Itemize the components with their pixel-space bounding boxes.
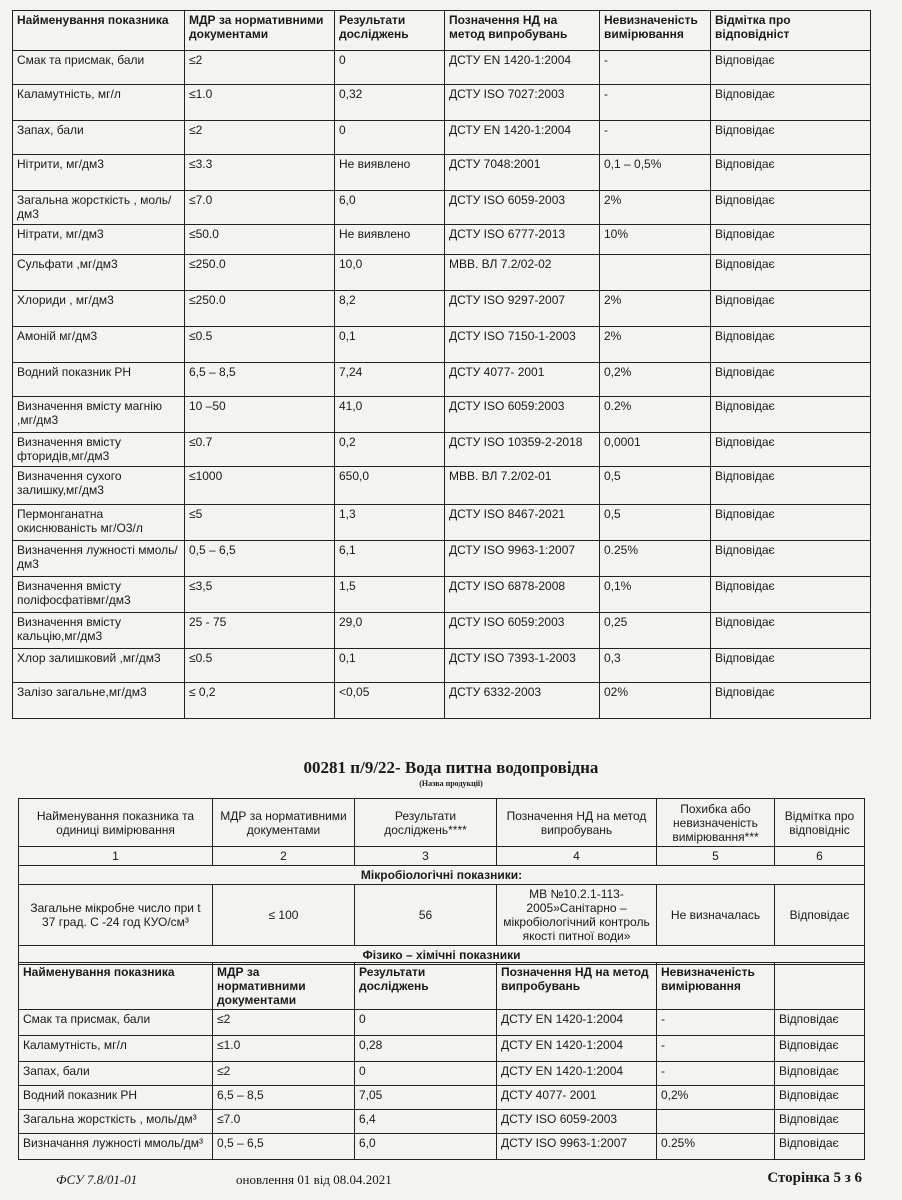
cell: Нітрати, мг/дм3 [13,225,185,255]
cell: ≤0.7 [185,433,335,467]
table-row [13,505,871,541]
cell: ДСТУ EN 1420-1:2004 [497,1036,657,1062]
cell: ≤0.5 [185,649,335,683]
col-header: МДР за нормативними документами [213,963,355,1010]
cell: 0,32 [335,85,445,121]
cell: Відповідає [775,1036,865,1062]
cell: ДСТУ ISO 6878-2008 [445,577,600,613]
cell: 0,5 – 6,5 [185,541,335,577]
cell: ДСТУ 6332-2003 [445,683,600,719]
col-header: Найменування показника [13,11,185,51]
col-header: Результати досліджень [335,11,445,51]
cell: Визначення вмісту поліфосфатівмг/дм3 [13,577,185,613]
col-header [775,963,865,1010]
cell: Відповідає [775,1110,865,1134]
cell: Відповідає [711,577,871,613]
table-row [13,51,871,85]
cell: - [600,121,711,155]
cell: ДСТУ EN 1420-1:2004 [497,1010,657,1036]
table-row [13,363,871,397]
col-number: 3 [355,847,497,866]
col-header-name: Найменування показника та одиниці вимірювання [19,799,213,847]
cell: 6,5 – 8,5 [213,1086,355,1110]
cell: - [657,1062,775,1086]
cell: Водний показник РН [13,363,185,397]
cell: ДСТУ EN 1420-1:2004 [445,51,600,85]
cell: 10% [600,225,711,255]
cell: ≤3.3 [185,155,335,191]
table-row [13,121,871,155]
cell: 0 [335,121,445,155]
cell: Сульфати ,мг/дм3 [13,255,185,291]
section-microbiology: Мікробіологічні показники: [19,866,865,885]
cell: ≤2 [185,51,335,85]
cell: ≤ 100 [213,885,355,946]
cell: ДСТУ ISO 7393-1-2003 [445,649,600,683]
cell: Загальне мікробне число при t 37 град. С -24 год КУО/см³ [19,885,213,946]
footer-form-code: ФСУ 7.8/01-01 [56,1172,138,1187]
cell: Відповідає [775,1086,865,1110]
table-row [13,155,871,191]
cell: ≤3,5 [185,577,335,613]
cell: Відповідає [775,885,865,946]
table-row [19,1134,865,1160]
cell: ДСТУ ISO 9963-1:2007 [497,1134,657,1160]
cell: Не виявлено [335,155,445,191]
cell: ДСТУ ISO 6777-2013 [445,225,600,255]
product-title: 00281 п/9/22- Вода питна водопровідна [303,758,599,777]
cell: Відповідає [711,613,871,649]
cell: ДСТУ ISO 10359-2-2018 [445,433,600,467]
table-row [13,397,871,433]
cell: 0,5 – 6,5 [213,1134,355,1160]
col-number: 4 [497,847,657,866]
table-row [13,255,871,291]
table-row [13,191,871,225]
cell: Загальна жорсткість , моль/дм³ [19,1110,213,1134]
cell: Хлориди , мг/дм3 [13,291,185,327]
cell: 25 - 75 [185,613,335,649]
cell: ДСТУ 4077- 2001 [497,1086,657,1110]
col-header: Результати досліджень [355,963,497,1010]
cell: ≤50.0 [185,225,335,255]
cell: ДСТУ 7048:2001 [445,155,600,191]
cell: Відповідає [711,683,871,719]
cell: Відповідає [711,225,871,255]
col-header: Невизначеність вимірювання [657,963,775,1010]
section-physchem: Фізико – хімічні показники [19,946,865,965]
cell: Відповідає [711,541,871,577]
cell: Відповідає [711,121,871,155]
col-header: Позначення НД на метод випробувань [445,11,600,51]
cell: Запах, бали [19,1062,213,1086]
col-header: МДР за нормативними документами [185,11,335,51]
cell: 0,25 [600,613,711,649]
table-row [13,577,871,613]
cell: 0,5 [600,505,711,541]
cell: Смак та присмак, бали [19,1010,213,1036]
cell: 650,0 [335,467,445,505]
cell: 1,3 [335,505,445,541]
microbiology-table [18,798,865,965]
cell: Відповідає [711,255,871,291]
product-subtitle: (Назва продукції) [419,779,483,788]
col-header-method: Позначення НД на метод випробувань [497,799,657,847]
cell: 0,1 – 0,5% [600,155,711,191]
cell: ≤2 [213,1062,355,1086]
cell: ДСТУ ISO 9963-1:2007 [445,541,600,577]
cell: ДСТУ EN 1420-1:2004 [445,121,600,155]
cell: ДСТУ ISO 6059-2003 [445,191,600,225]
cell: ≤7.0 [185,191,335,225]
cell: 41,0 [335,397,445,433]
cell: 2% [600,191,711,225]
cell: Відповідає [711,327,871,363]
cell: 7,05 [355,1086,497,1110]
cell: ≤2 [185,121,335,155]
footer-page-number: Сторінка 5 з 6 [767,1170,862,1186]
cell: ≤7.0 [213,1110,355,1134]
table-row [13,85,871,121]
cell: ДСТУ ISO 9297-2007 [445,291,600,327]
cell: Визначення вмісту магнію ,мг/дм3 [13,397,185,433]
cell: 0 [335,51,445,85]
cell: Відповідає [775,1062,865,1086]
table-row [13,541,871,577]
table-row [13,291,871,327]
cell: Відповідає [775,1134,865,1160]
cell: ≤1000 [185,467,335,505]
cell: <0,05 [335,683,445,719]
cell: Відповідає [711,433,871,467]
cell: Пермонганатна окиснюваність мг/О3/л [13,505,185,541]
cell: Відповідає [711,467,871,505]
cell: 0,1 [335,649,445,683]
cell: 0 [355,1010,497,1036]
cell: 0,1% [600,577,711,613]
cell: 7,24 [335,363,445,397]
col-header-compliance: Відмітка про відповідніс [775,799,865,847]
cell: - [657,1036,775,1062]
cell: 56 [355,885,497,946]
cell: Смак та присмак, бали [13,51,185,85]
cell: Амоній мг/дм3 [13,327,185,363]
cell: Водний показник РН [19,1086,213,1110]
cell: Хлор залишковий ,мг/дм3 [13,649,185,683]
cell: ≤1.0 [213,1036,355,1062]
cell: МВВ. ВЛ 7.2/02-02 [445,255,600,291]
cell: ДСТУ ISO 8467-2021 [445,505,600,541]
col-header-uncertainty: Похибка або невизначеність вимірювання*** [657,799,775,847]
cell: Нітрити, мг/дм3 [13,155,185,191]
cell: Визначання лужності ммоль/дм³ [19,1134,213,1160]
cell: ДСТУ ISO 7150-1-2003 [445,327,600,363]
cell: Відповідає [711,191,871,225]
cell: - [657,1010,775,1036]
table-row [13,433,871,467]
cell: 10 –50 [185,397,335,433]
cell: Каламутність, мг/л [13,85,185,121]
cell: Відповідає [711,397,871,433]
cell: 0,5 [600,467,711,505]
cell: Визначення вмісту фторидів,мг/дм3 [13,433,185,467]
cell: 0.2% [600,397,711,433]
cell: 1,5 [335,577,445,613]
cell: Залізо загальне,мг/дм3 [13,683,185,719]
cell: 0 [355,1062,497,1086]
cell: МВ №10.2.1-113-2005»Санітарно – мікробіологічний контроль якості питної води» [497,885,657,946]
cell: 6,0 [335,191,445,225]
cell: 6,1 [335,541,445,577]
cell: Запах, бали [13,121,185,155]
table-row [13,613,871,649]
table-row [13,467,871,505]
footer-update: оновлення 01 від 08.04.2021 [236,1172,392,1187]
table-row [13,649,871,683]
results-table-1 [12,10,871,719]
cell: 0.25% [600,541,711,577]
cell: 0,2 [335,433,445,467]
cell: ≤2 [213,1010,355,1036]
cell: Визначення лужності ммоль/дм3 [13,541,185,577]
cell: Визначення сухого залишку,мг/дм3 [13,467,185,505]
col-header: Відмітка про відповідніст [711,11,871,51]
results-table-2 [18,962,865,1160]
table-row [13,683,871,719]
col-header: Позначення НД на метод випробувань [497,963,657,1010]
cell: Відповідає [711,363,871,397]
table-row [19,1062,865,1086]
table-row [13,225,871,255]
cell: 02% [600,683,711,719]
cell: МВВ. ВЛ 7.2/02-01 [445,467,600,505]
cell: - [600,85,711,121]
cell: 29,0 [335,613,445,649]
table-row [19,1110,865,1134]
cell: Відповідає [775,1010,865,1036]
cell: ≤5 [185,505,335,541]
cell: 6,5 – 8,5 [185,363,335,397]
cell: 10,0 [335,255,445,291]
cell: Відповідає [711,155,871,191]
table-row [19,1086,865,1110]
cell: ДСТУ ISO 6059:2003 [445,397,600,433]
cell: ≤0.5 [185,327,335,363]
cell: ДСТУ 4077- 2001 [445,363,600,397]
cell: 2% [600,327,711,363]
table-row [13,327,871,363]
col-number: 2 [213,847,355,866]
cell: ≤1.0 [185,85,335,121]
cell: - [600,51,711,85]
cell: 0,0001 [600,433,711,467]
cell: Не визначалась [657,885,775,946]
cell: Відповідає [711,649,871,683]
cell: 0,28 [355,1036,497,1062]
table-row [19,885,865,946]
cell: Відповідає [711,51,871,85]
cell: 0.25% [657,1134,775,1160]
col-number: 1 [19,847,213,866]
col-header: Найменування показника [19,963,213,1010]
cell: Визначення вмісту кальцію,мг/дм3 [13,613,185,649]
cell: ДСТУ EN 1420-1:2004 [497,1062,657,1086]
cell: Не виявлено [335,225,445,255]
col-number: 6 [775,847,865,866]
cell: 6,4 [355,1110,497,1134]
cell: Відповідає [711,505,871,541]
cell: ≤ 0,2 [185,683,335,719]
cell: ДСТУ ISO 7027:2003 [445,85,600,121]
cell: 0,1 [335,327,445,363]
cell: Загальна жорсткість , моль/дм3 [13,191,185,225]
col-number: 5 [657,847,775,866]
cell: 0,3 [600,649,711,683]
cell: ДСТУ ISO 6059:2003 [445,613,600,649]
cell: Відповідає [711,85,871,121]
cell: Каламутність, мг/л [19,1036,213,1062]
col-header-mdr: МДР за нормативними документами [213,799,355,847]
cell [600,255,711,291]
cell: ≤250.0 [185,291,335,327]
cell: 2% [600,291,711,327]
table-row [19,1010,865,1036]
cell [657,1110,775,1134]
col-header: Невизначеність вимірювання [600,11,711,51]
cell: ДСТУ ISO 6059-2003 [497,1110,657,1134]
col-header-results: Результати досліджень**** [355,799,497,847]
cell: 8,2 [335,291,445,327]
cell: 0,2% [600,363,711,397]
cell: 6,0 [355,1134,497,1160]
cell: 0,2% [657,1086,775,1110]
cell: Відповідає [711,291,871,327]
table-row [19,1036,865,1062]
cell: ≤250.0 [185,255,335,291]
